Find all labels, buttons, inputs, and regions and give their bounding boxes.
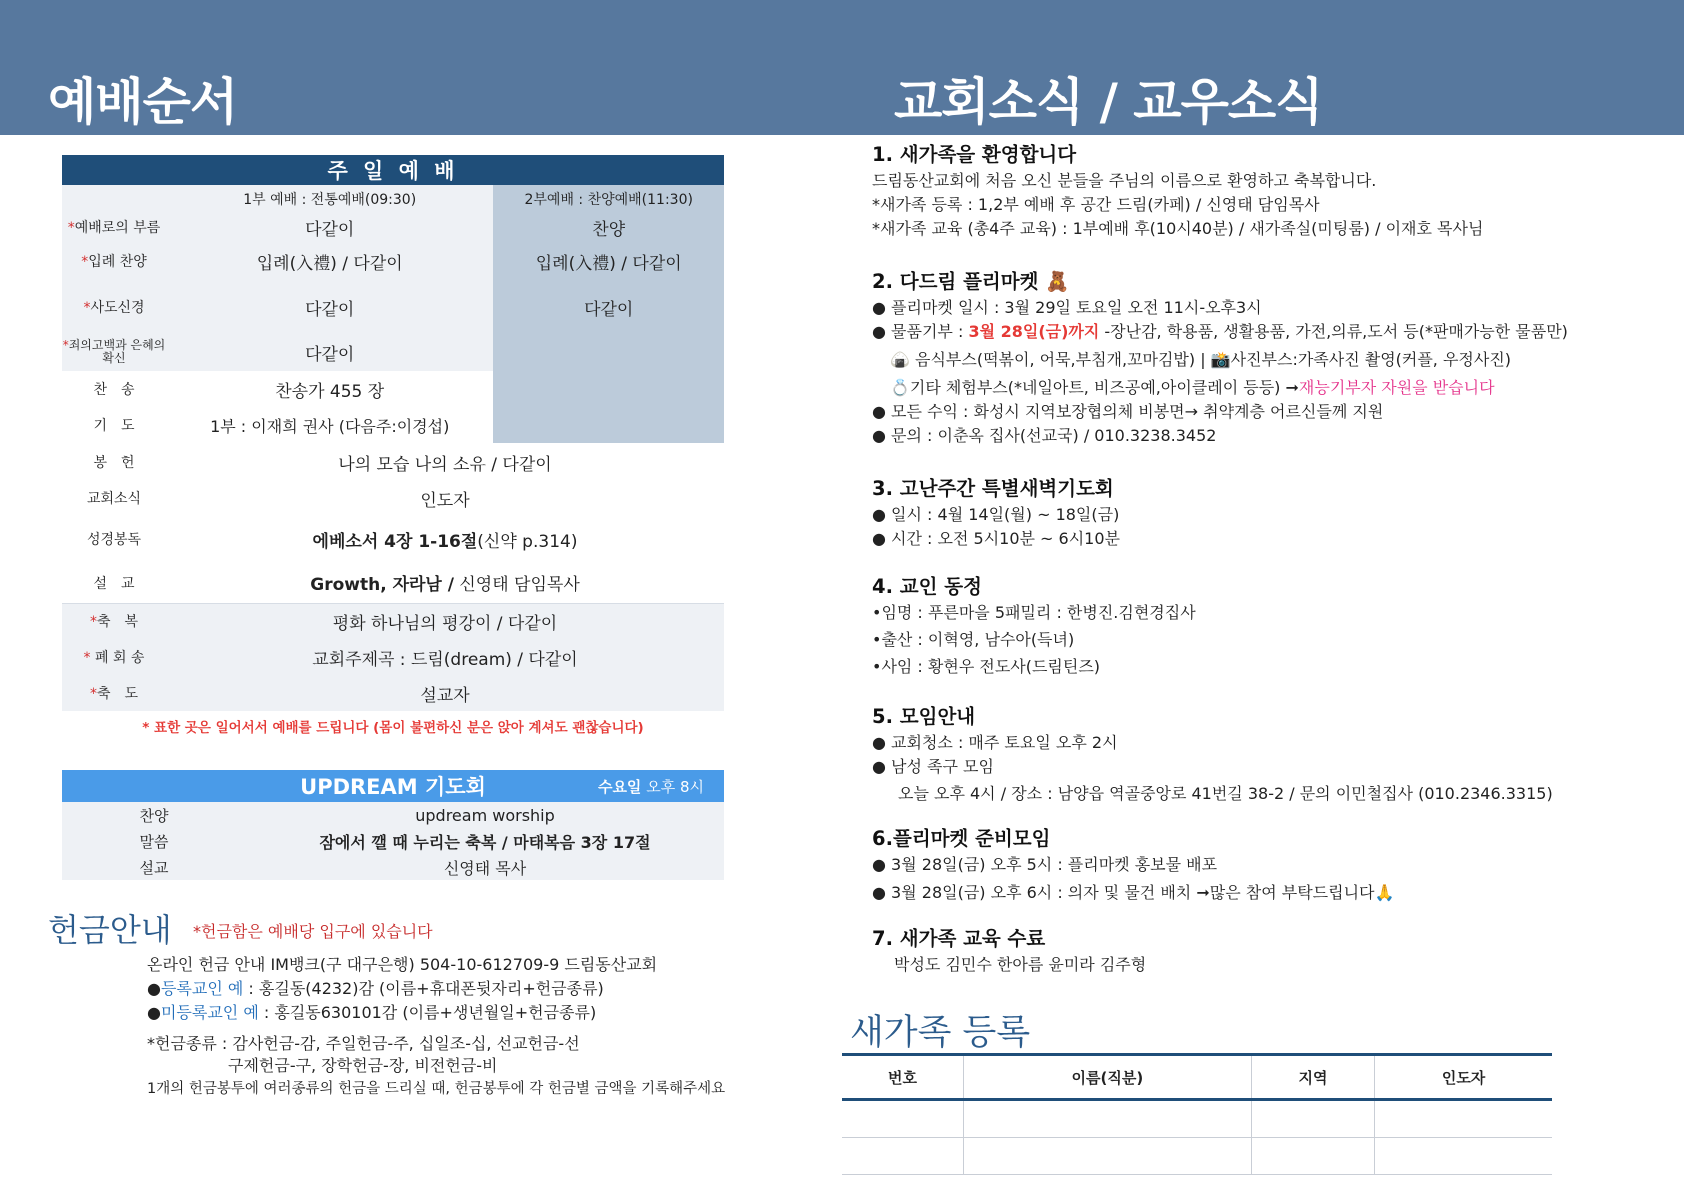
- header-banner: [0, 0, 1684, 135]
- row-value: 입례(入禮) / 다같이: [166, 241, 493, 281]
- updream-table: [62, 770, 724, 880]
- news-title: 3. 고난주간 특별새벽기도회: [872, 477, 1114, 500]
- news-line: 🍙 음식부스(떡볶이, 어묵,부침개,꼬마김밥) | 📸사진부스:가족사진 촬영(커플, 우정사진): [890, 350, 1512, 369]
- row-label: *사도신경: [62, 281, 166, 333]
- updream-value: 잠에서 깰 때 누리는 축복 / 마태복음 3장 17절: [246, 828, 724, 854]
- news-line: ● 플리마켓 일시 : 3월 29일 토요일 오전 11시-오후3시: [872, 298, 1262, 317]
- row-label: *죄의고백과 은혜의확신: [62, 333, 166, 371]
- row-label: * 폐 회 송: [62, 639, 166, 675]
- col-header: 지역: [1251, 1055, 1374, 1100]
- col-header: 번호: [842, 1055, 963, 1100]
- row-label: *축 복: [62, 603, 166, 639]
- worship-order-title: 예배순서: [48, 73, 238, 131]
- news-line: ● 3월 28일(금) 오후 5시 : 플리마켓 홍보물 배포: [872, 855, 1218, 874]
- registration-cell[interactable]: [963, 1100, 1251, 1138]
- row-value: 에베소서 4장 1-16절(신약 p.314): [166, 515, 724, 563]
- row-value: 평화 하나님의 평강이 / 다같이: [166, 603, 724, 639]
- news-title: 4. 교인 동정: [872, 575, 982, 598]
- worship-table: [62, 155, 724, 711]
- news-title: 7. 새가족 교육 수료: [872, 927, 1046, 950]
- row-label: *예배로의 부름: [62, 213, 166, 241]
- row-value: 찬양: [493, 213, 724, 241]
- registration-title: 새가족 등록: [850, 1013, 1031, 1053]
- news-section-6: [872, 827, 1394, 905]
- news-line: •사임 : 황현우 전도사(드림틴즈): [872, 657, 1101, 676]
- registration-table: [842, 1053, 1552, 1175]
- news-line: 💍기타 체험부스(*네일아트, 비즈공예,아이클레이 등등) ➞재능기부자 자원을 받습니다: [890, 378, 1495, 397]
- offering-unregistered-example: ●미등록교인 예 : 홍길동630101감 (이름+생년월일+헌금종류): [147, 1003, 597, 1022]
- offering-registered-example: ●등록교인 예 : 홍길동(4232)감 (이름+휴대폰뒷자리+헌금종류): [147, 979, 604, 998]
- service2-header: 2부예배 : 찬양예배(11:30): [493, 185, 724, 213]
- registration-cell[interactable]: [963, 1138, 1251, 1175]
- updream-header: [62, 770, 724, 802]
- col-header: 이름(직분): [963, 1055, 1251, 1100]
- row-value: 교회주제곡 : 드림(dream) / 다같이: [166, 639, 724, 675]
- offering-envelope-note: 1개의 헌금봉투에 여러종류의 헌금을 드리실 때, 헌금봉투에 각 헌금별 금액을 기록해주세요: [147, 1081, 726, 1097]
- row-label: 봉 헌: [62, 443, 166, 481]
- news-section-7: [872, 927, 1146, 977]
- row-label: 기 도: [62, 407, 166, 443]
- registration-cell[interactable]: [1251, 1138, 1374, 1175]
- row-value: 다같이: [166, 281, 493, 333]
- news-line: ● 교회청소 : 매주 토요일 오후 2시: [872, 733, 1118, 752]
- registration-cell[interactable]: [1375, 1138, 1552, 1175]
- row-value: Growth, 자라남 / 신영태 담임목사: [166, 563, 724, 603]
- registration-cell[interactable]: [842, 1100, 963, 1138]
- row-label: *입례 찬양: [62, 241, 166, 281]
- registration-cell[interactable]: [1375, 1100, 1552, 1138]
- news-line: *새가족 등록 : 1,2부 예배 후 공간 드림(카페) / 신영태 담임목사: [872, 195, 1320, 214]
- worship-heading: 주 일 예 배: [62, 155, 724, 185]
- row-value: 입례(入禮) / 다같이: [493, 241, 724, 281]
- row-value: 나의 모습 나의 소유 / 다같이: [166, 443, 724, 481]
- row-value: 찬송가 455 장: [166, 371, 493, 407]
- offering-types-2: 구제헌금-구, 장학헌금-장, 비전헌금-비: [228, 1056, 498, 1075]
- news-section-2: [872, 270, 1568, 448]
- row-value: 다같이: [493, 281, 724, 333]
- news-line: ● 물품기부 : 3월 28일(금)까지 -장난감, 학용품, 생활용품, 가전,의류,도서 등(*판매가능한 물품만): [872, 322, 1568, 341]
- updream-title: UPDREAM 기도회: [300, 775, 486, 799]
- service1-header: 1부 예배 : 전통예배(09:30): [166, 185, 493, 213]
- news-line: 박성도 김민수 한아름 윤미라 김주형: [894, 955, 1147, 974]
- standing-note: * 표한 곳은 일어서서 예배를 드립니다 (몸이 불편하신 분은 앉아 계셔도 괜찮습니다): [142, 720, 644, 736]
- news-section-1: [872, 143, 1483, 241]
- news-line: ● 일시 : 4월 14일(월) ~ 18일(금): [872, 505, 1120, 524]
- offering-title: 헌금안내: [48, 911, 172, 949]
- church-news-title: 교회소식 / 교우소식: [894, 73, 1323, 131]
- offering-online: 온라인 헌금 안내 IM뱅크(구 대구은행) 504-10-612709-9 드림동산교회: [147, 955, 658, 974]
- updream-value: 신영태 목사: [246, 854, 724, 880]
- row-value: 다같이: [166, 333, 493, 371]
- news-section-3: [872, 477, 1120, 551]
- news-line: 드림동산교회에 처음 오신 분들을 주님의 이름으로 환영하고 축복합니다.: [872, 171, 1377, 190]
- news-title: 1. 새가족을 환영합니다: [872, 143, 1077, 166]
- row-label: 교회소식: [62, 481, 166, 515]
- registration-cell[interactable]: [1251, 1100, 1374, 1138]
- news-line: ● 3월 28일(금) 오후 6시 : 의자 및 물건 배치 ➞많은 참여 부탁드립니다🙏: [872, 883, 1395, 902]
- offering-types: *헌금종류 : 감사헌금-감, 주일헌금-주, 십일조-십, 선교헌금-선: [147, 1034, 580, 1053]
- updream-label: 설교: [62, 854, 246, 880]
- news-title: 5. 모임안내: [872, 705, 976, 728]
- news-line: •임명 : 푸른마을 5패밀리 : 한병진.김현경집사: [872, 603, 1196, 622]
- registration-cell[interactable]: [842, 1138, 963, 1175]
- registration-row: [842, 1138, 1552, 1175]
- updream-value: updream worship: [246, 802, 724, 828]
- news-line: *새가족 교육 (총4주 교육) : 1부예배 후(10시40분) / 새가족실(미팅룸) / 이재호 목사님: [872, 219, 1484, 238]
- row-label: 설 교: [62, 563, 166, 603]
- news-line: ● 시간 : 오전 5시10분 ~ 6시10분: [872, 529, 1120, 548]
- row-label: 찬 송: [62, 371, 166, 407]
- news-section-4: [872, 575, 1196, 679]
- updream-label: 찬양: [62, 802, 246, 828]
- news-line: ● 문의 : 이춘옥 집사(선교국) / 010.3238.3452: [872, 426, 1217, 445]
- news-line: •출산 : 이혁영, 남수아(득녀): [872, 630, 1075, 649]
- news-line: ● 모든 수익 : 화성시 지역보장협의체 비봉면→ 취약계층 어르신들께 지원: [872, 402, 1384, 421]
- row-value: 인도자: [166, 481, 724, 515]
- registration-row: [842, 1100, 1552, 1138]
- news-section-5: [872, 705, 1553, 806]
- offering-note: *헌금함은 예배당 입구에 있습니다: [193, 922, 433, 941]
- news-title: 2. 다드림 플리마켓 🧸: [872, 270, 1070, 293]
- news-line: ● 남성 족구 모임: [872, 757, 994, 776]
- news-line: 오늘 오후 4시 / 장소 : 남양읍 역골중앙로 41번길 38-2 / 문의 이민철집사 (010.2346.3315): [898, 784, 1553, 803]
- row-label: *축 도: [62, 675, 166, 711]
- row-label: 성경봉독: [62, 515, 166, 563]
- row-value: 설교자: [166, 675, 724, 711]
- updream-time: 수요일 오후 8시: [597, 778, 704, 796]
- col-header: 인도자: [1375, 1055, 1552, 1100]
- row-value: 1부 : 이재희 권사 (다음주:이경섭): [166, 407, 493, 443]
- row-value: 다같이: [166, 213, 493, 241]
- updream-label: 말씀: [62, 828, 246, 854]
- news-title: 6.플리마켓 준비모임: [872, 827, 1051, 850]
